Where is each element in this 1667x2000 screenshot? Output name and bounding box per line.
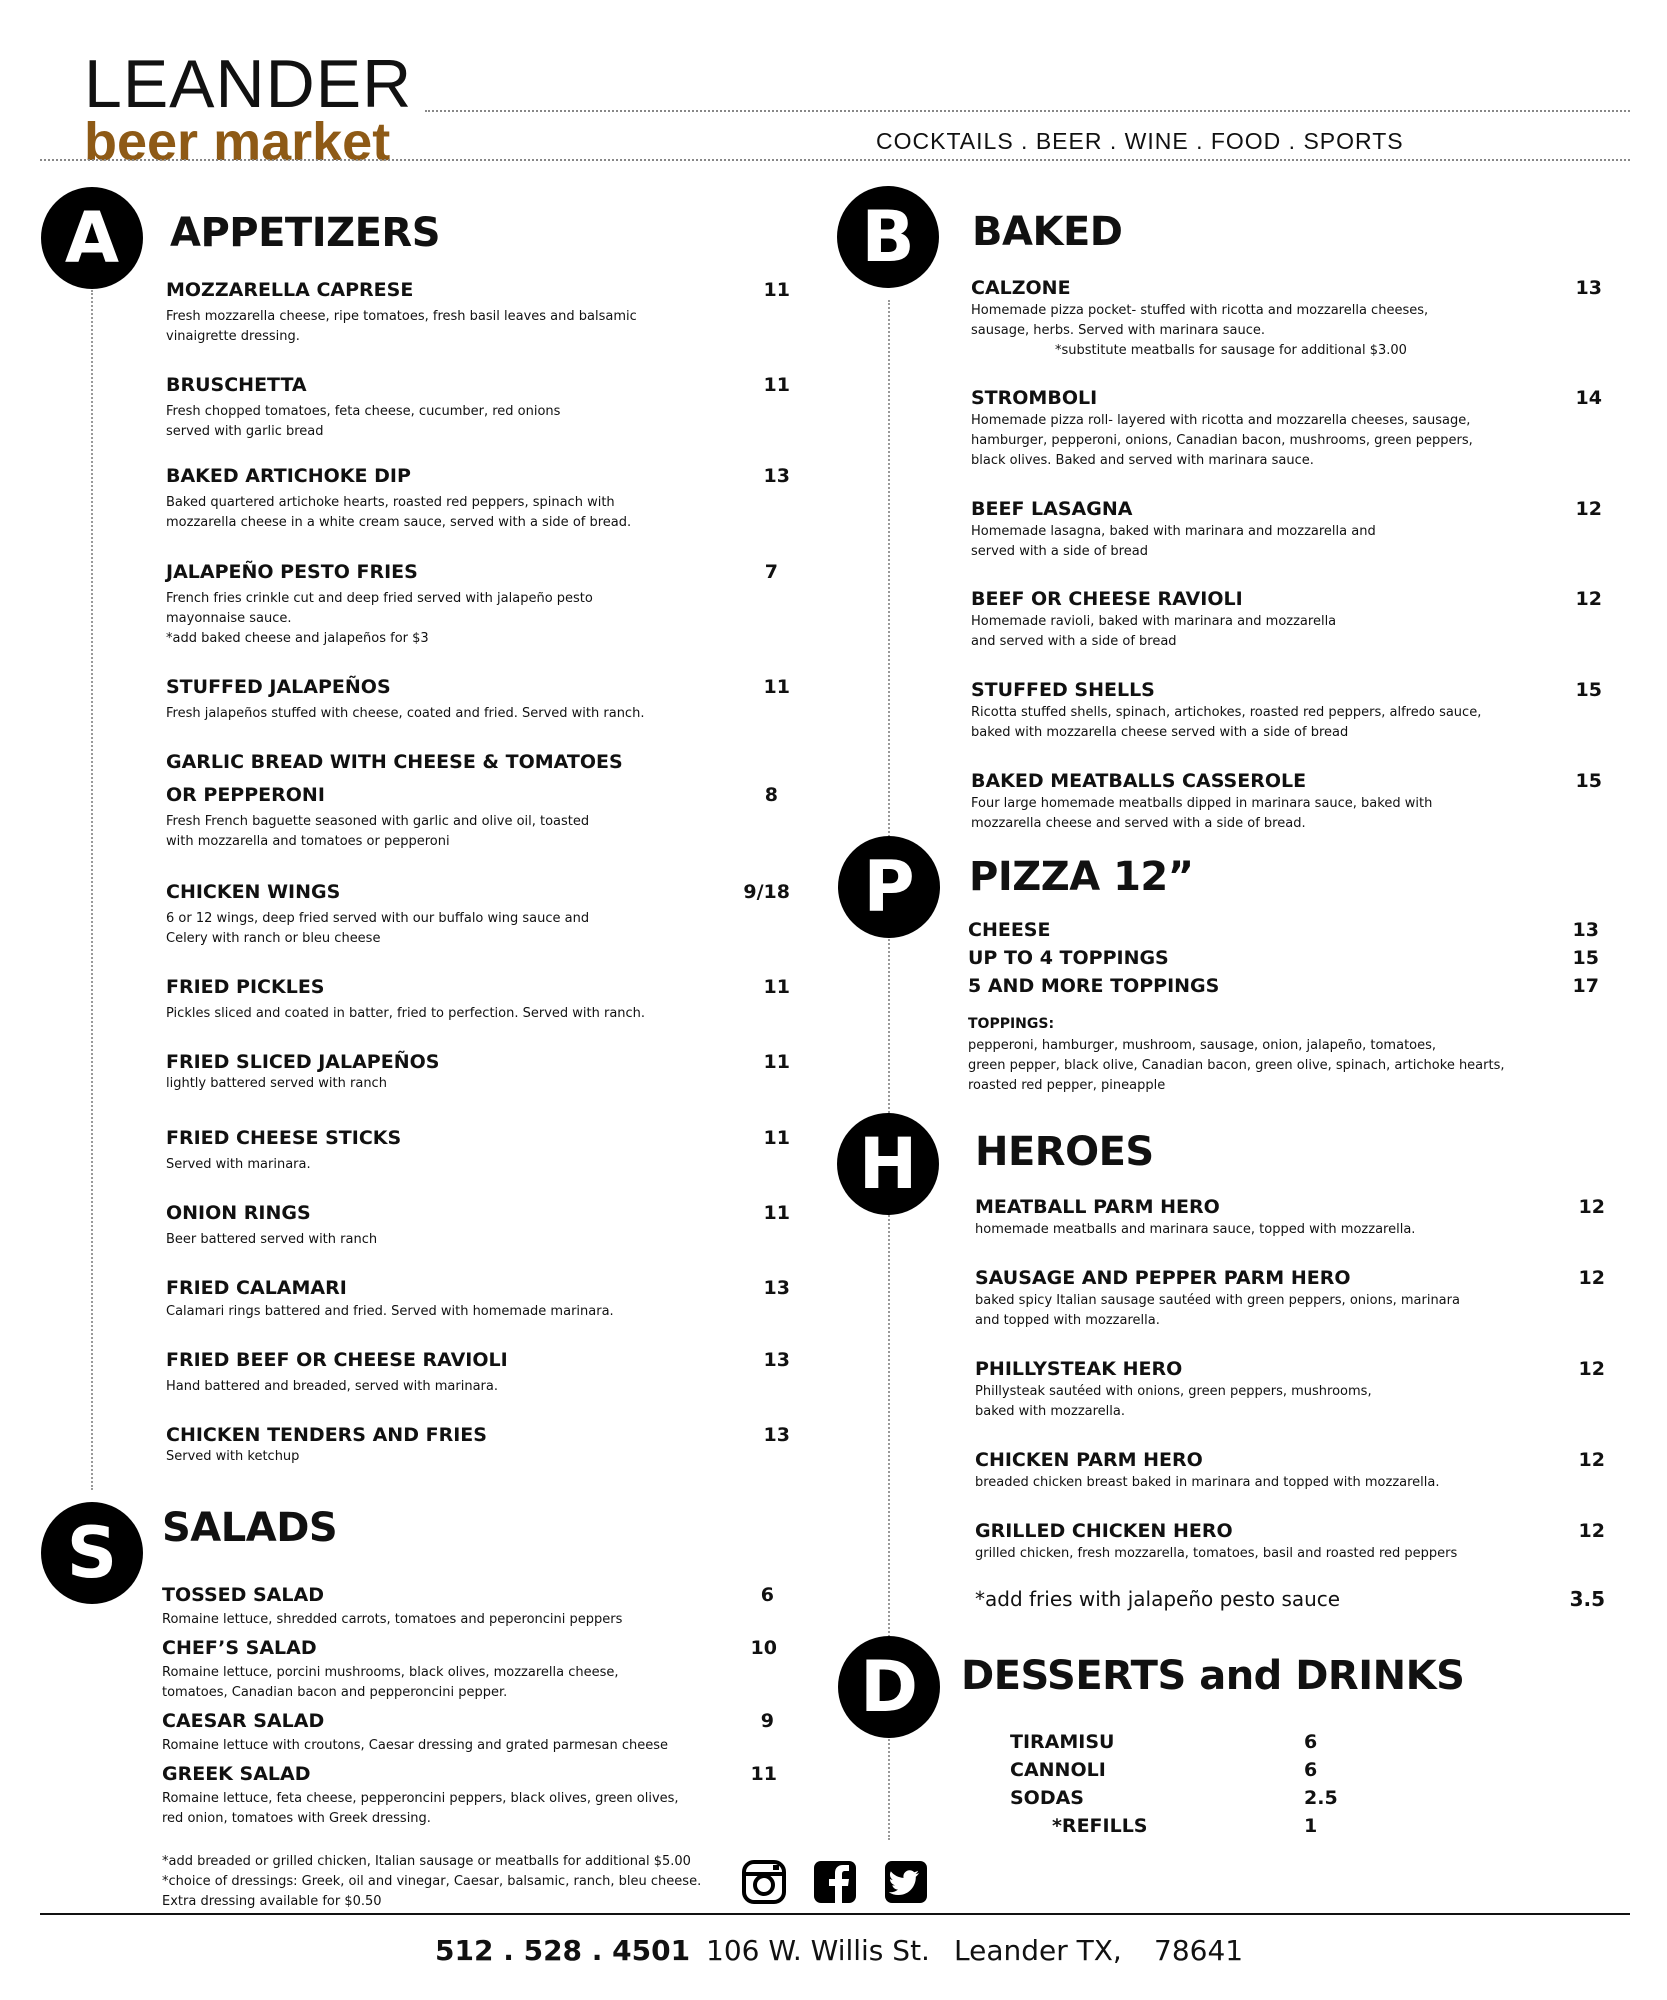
logo-title: LEANDER — [84, 46, 413, 122]
header-divider-bottom — [40, 159, 1630, 161]
menu-item: CHICKEN WINGS 9/18 6 or 12 wings, deep fried served with our buffalo wing sauce and Celery with ranch or bleu cheese — [166, 881, 790, 946]
menu-item: STUFFED JALAPEÑOS 11 Fresh jalapeños stuffed with cheese, coated and fried. Served with ranch. — [166, 676, 790, 721]
menu-item: CHEESE 13 — [968, 919, 1599, 941]
menu-item: SAUSAGE AND PEPPER PARM HERO 12 baked spicy Italian sausage sautéed with green peppers, onions, marinara and topped with mozzarella. — [975, 1267, 1605, 1328]
section-title-appetizers: APPETIZERS — [170, 210, 441, 256]
menu-item-price: 6 — [1304, 1759, 1318, 1781]
baked-list — [971, 276, 1602, 836]
menu-item-price: 1 — [1304, 1815, 1318, 1837]
section-title-baked: BAKED — [972, 209, 1123, 255]
menu-item: CALZONE 13 Homemade pizza pocket- stuffed with ricotta and mozzarella cheeses, sausage, herbs. Served with marinara sauce. *substitute meatballs for sausage for additional $3.00 — [971, 277, 1602, 358]
appetizers-list — [166, 278, 790, 1478]
section-title-salads: SALADS — [162, 1505, 338, 1551]
section-badge-desserts: D — [838, 1636, 940, 1738]
menu-item: *REFILLS — [1052, 1815, 1148, 1837]
section-badge-salads: S — [41, 1502, 143, 1604]
heroes-list — [975, 1195, 1605, 1575]
menu-item: CHICKEN TENDERS AND FRIES 13 Served with ketchup — [166, 1424, 790, 1464]
menu-item: BEEF LASAGNA 12 Homemade lasagna, baked with marinara and mozzarella and served with a side of bread — [971, 498, 1602, 559]
section-badge-baked: B — [837, 186, 939, 288]
menu-item: MOZZARELLA CAPRESE 11 Fresh mozzarella cheese, ripe tomatoes, fresh basil leaves and balsamic vinaigrette dressing. — [166, 279, 790, 344]
menu-item: BRUSCHETTA 11 Fresh chopped tomatoes, feta cheese, cucumber, red onions served with garlic bread — [166, 374, 790, 439]
header-divider-top — [425, 110, 1630, 112]
menu-item: GREEK SALAD 11 Romaine lettuce, feta cheese, pepperoncini peppers, black olives, green olives, red onion, tomatoes with Greek dressing. — [162, 1763, 777, 1826]
toppings-label: TOPPINGS: — [968, 1016, 1055, 1032]
menu-item: UP TO 4 TOPPINGS 15 — [968, 947, 1599, 969]
section-badge-appetizers: A — [41, 187, 143, 289]
footer-phone[interactable]: 512 . 528 . 4501 — [435, 1934, 691, 1967]
section-badge-pizza: P — [838, 836, 940, 938]
facebook-icon[interactable] — [812, 1859, 858, 1905]
menu-item: PHILLYSTEAK HERO 12 Phillysteak sautéed with onions, green peppers, mushrooms, baked with mozzarella. — [975, 1358, 1605, 1419]
menu-item: CANNOLI — [1010, 1759, 1106, 1781]
footer-zip: 78641 — [1154, 1934, 1244, 1967]
menu-item: FRIED CALAMARI 13 Calamari rings battered and fried. Served with homemade marinara. — [166, 1277, 790, 1319]
logo — [84, 46, 413, 172]
toppings-list: pepperoni, hamburger, mushroom, sausage, onion, jalapeño, tomatoes, green pepper, black olive, Canadian bacon, green olive, spinach, artichoke hearts, roasted red pepper, pineapple — [968, 1038, 1505, 1093]
menu-item: FRIED PICKLES 11 Pickles sliced and coated in batter, fried to perfection. Served with ranch. — [166, 976, 790, 1021]
menu-item-price: 6 — [1304, 1731, 1318, 1753]
salad-notes: *add breaded or grilled chicken, Italian sausage or meatballs for additional $5.00 *choice of dressings: Greek, oil and vinegar, Caesar, balsamic, ranch, bleu cheese. Extra dressing available for $0.50 — [162, 1854, 702, 1909]
menu-item-price: 2.5 — [1304, 1787, 1338, 1809]
right-column-rule — [888, 300, 890, 1840]
menu-item: CAESAR SALAD 9 Romaine lettuce with croutons, Caesar dressing and grated parmesan cheese — [162, 1710, 774, 1753]
menu-item: CHEF’S SALAD 10 Romaine lettuce, porcini mushrooms, black olives, mozzarella cheese, tomatoes, Canadian bacon and pepperoncini pepper. — [162, 1637, 777, 1700]
menu-item: CHICKEN PARM HERO 12 breaded chicken breast baked in marinara and topped with mozzarella. — [975, 1449, 1605, 1490]
section-title-pizza: PIZZA 12” — [969, 854, 1194, 900]
menu-item: JALAPEÑO PESTO FRIES 7 French fries crinkle cut and deep fried served with jalapeño pesto mayonnaise sauce. *add baked cheese and jalapeños for $3 — [166, 561, 778, 646]
menu-item: ONION RINGS 11 Beer battered served with ranch — [166, 1202, 790, 1247]
section-badge-heroes: H — [837, 1113, 939, 1215]
menu-item: 5 AND MORE TOPPINGS 17 — [968, 975, 1599, 997]
instagram-icon[interactable] — [741, 1859, 787, 1905]
menu-item: BAKED ARTICHOKE DIP 13 Baked quartered artichoke hearts, roasted red peppers, spinach with mozzarella cheese in a white cream sauce, served with a side of bread. — [166, 465, 790, 530]
menu-item: MEATBALL PARM HERO 12 homemade meatballs and marinara sauce, topped with mozzarella. — [975, 1196, 1605, 1237]
appetizers-rule — [91, 290, 93, 1490]
twitter-icon[interactable] — [883, 1859, 929, 1905]
menu-item: STROMBOLI 14 Homemade pizza roll- layered with ricotta and mozzarella cheeses, sausage, hamburger, pepperoni, onions, Canadian bacon, mushrooms, green peppers, black olives. Baked and served with marinara sauce. — [971, 387, 1602, 468]
salads-list — [162, 1583, 777, 1843]
fries-add-on-note: *add fries with jalapeño pesto sauce 3.5 — [975, 1587, 1605, 1611]
menu-item: FRIED CHEESE STICKS 11 Served with marinara. — [166, 1127, 790, 1172]
menu-item: GARLIC BREAD WITH CHEESE & TOMATOES OR PEPPERONI 8 Fresh French baguette seasoned with garlic and olive oil, toasted with mozzarella and tomatoes or pepperoni — [166, 751, 778, 849]
section-title-desserts: DESSERTS and DRINKS — [961, 1653, 1465, 1699]
header-nav-text: COCKTAILS . BEER . WINE . FOOD . SPORTS — [876, 128, 1404, 154]
menu-item: SODAS — [1010, 1787, 1084, 1809]
menu-item: FRIED SLICED JALAPEÑOS 11 lightly battered served with ranch — [166, 1051, 790, 1091]
section-title-heroes: HEROES — [975, 1129, 1154, 1175]
logo-subtitle: beer market — [84, 112, 391, 172]
menu-item: BEEF OR CHEESE RAVIOLI 12 Homemade ravioli, baked with marinara and mozzarella and served with a side of bread — [971, 588, 1602, 649]
footer-address: 106 W. Willis St. — [706, 1934, 930, 1967]
menu-item: TIRAMISU — [1010, 1731, 1115, 1753]
footer-city: Leander TX, — [954, 1934, 1122, 1967]
menu-item: BAKED MEATBALLS CASSEROLE 15 Four large homemade meatballs dipped in marinara sauce, baked with mozzarella cheese and served with a side of bread. — [971, 770, 1602, 831]
menu-item: FRIED BEEF OR CHEESE RAVIOLI 13 Hand battered and breaded, served with marinara. — [166, 1349, 790, 1394]
menu-item: GRILLED CHICKEN HERO 12 grilled chicken, fresh mozzarella, tomatoes, basil and roasted red peppers — [975, 1520, 1605, 1561]
pizza-list — [968, 918, 1599, 1002]
footer-divider — [40, 1913, 1630, 1915]
menu-item: STUFFED SHELLS 15 Ricotta stuffed shells, spinach, artichokes, roasted red peppers, alfredo sauce, baked with mozzarella cheese served with a side of bread — [971, 679, 1602, 740]
menu-item: TOSSED SALAD 6 Romaine lettuce, shredded carrots, tomatoes and peperoncini peppers — [162, 1584, 774, 1627]
